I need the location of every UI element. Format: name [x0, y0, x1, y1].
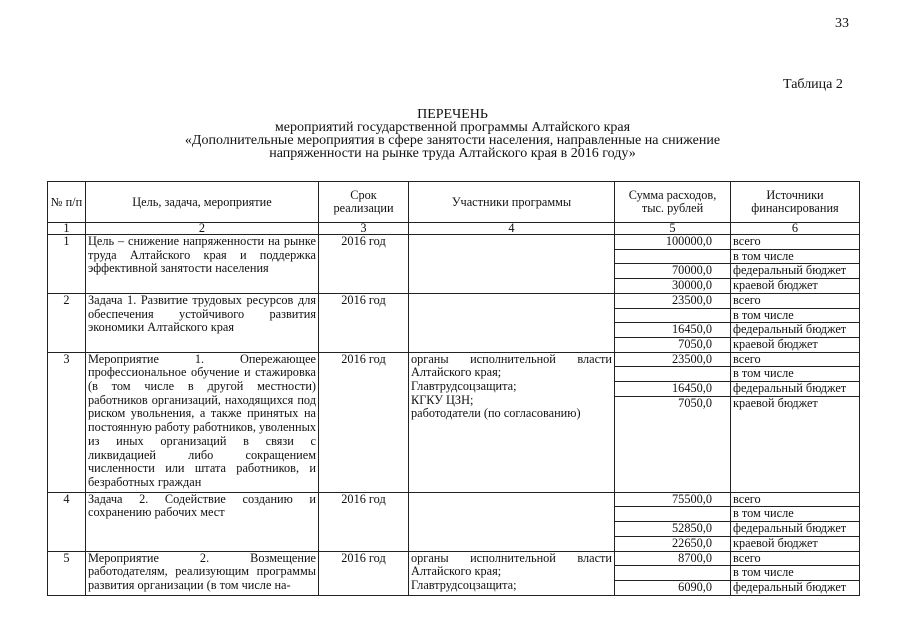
source-regional: краевой бюджет	[731, 396, 860, 492]
page-number: 33	[835, 16, 849, 31]
row-description: Цель – снижение напряженности на рынке труда Алтайского края и поддержка эффективной занятости населения	[86, 235, 319, 294]
table-row	[48, 293, 860, 308]
amount-total: 8700,0	[615, 551, 731, 566]
amount-federal: 70000,0	[615, 264, 731, 279]
amount-blank	[615, 367, 731, 382]
source-total: всего	[731, 352, 860, 367]
col-number: 1	[48, 223, 86, 235]
source-regional: краевой бюджет	[731, 337, 860, 352]
row-participants	[409, 492, 615, 551]
source-federal: федеральный бюджет	[731, 522, 860, 537]
col-header-sources: Источники финансирования	[731, 182, 860, 223]
measures-table	[47, 181, 860, 596]
source-federal: федеральный бюджет	[731, 580, 860, 595]
source-total: всего	[731, 492, 860, 507]
amount-regional: 7050,0	[615, 396, 731, 492]
row-description: Мероприятие 1. Опережающее профессиональное обучение и стажировка (в том числе в другой местности) работников организаций, находящихся под риском увольнения, а также принятых на постоянную работу работников, уволенных из иных организаций в связи с ликвидацией либо сокращением численности или штата работников, и безработных граждан	[86, 352, 319, 492]
col-header-desc: Цель, задача, мероприятие	[86, 182, 319, 223]
col-number: 3	[319, 223, 409, 235]
col-header-participants: Участники программы	[409, 182, 615, 223]
source-federal: федеральный бюджет	[731, 323, 860, 338]
amount-blank	[615, 507, 731, 522]
participant: КГКУ ЦЗН;	[411, 392, 474, 407]
row-number: 2	[48, 293, 86, 352]
row-number: 5	[48, 551, 86, 595]
amount-regional: 30000,0	[615, 279, 731, 294]
table-row	[48, 492, 860, 507]
document-heading	[0, 108, 905, 160]
row-term: 2016 год	[319, 352, 409, 492]
amount-federal: 16450,0	[615, 323, 731, 338]
col-header-amount: Сумма расходов, тыс. рублей	[615, 182, 731, 223]
source-regional: краевой бюджет	[731, 536, 860, 551]
amount-total: 100000,0	[615, 235, 731, 250]
amount-regional: 22650,0	[615, 536, 731, 551]
row-number: 3	[48, 352, 86, 492]
source-federal: федеральный бюджет	[731, 264, 860, 279]
amount-total: 75500,0	[615, 492, 731, 507]
participant: Главтрудсоцзащита;	[411, 577, 517, 592]
amount-regional: 7050,0	[615, 337, 731, 352]
row-term: 2016 год	[319, 235, 409, 294]
heading-line: мероприятий государственной программы Алтайского края	[274, 120, 631, 135]
row-participants	[409, 293, 615, 352]
col-header-term: Срок реализации	[319, 182, 409, 223]
heading-line: напряженности на рынке труда Алтайского края в 2016 году»	[269, 146, 636, 161]
participant: органы исполнительной власти Алтайского края;	[411, 550, 612, 579]
row-term: 2016 год	[319, 551, 409, 595]
table-row	[48, 235, 860, 250]
col-number: 6	[731, 223, 860, 235]
row-term: 2016 год	[319, 492, 409, 551]
source-including: в том числе	[731, 367, 860, 382]
amount-blank	[615, 566, 731, 581]
row-description: Мероприятие 2. Возмещение работодателям, реализующим программы развития организации (в том числе на-	[86, 551, 319, 595]
participant: органы исполнительной власти Алтайского края;	[411, 351, 612, 380]
row-participants	[409, 551, 615, 595]
table-row	[48, 352, 860, 367]
source-including: в том числе	[731, 249, 860, 264]
row-number: 4	[48, 492, 86, 551]
row-description: Задача 2. Содействие созданию и сохранению рабочих мест	[86, 492, 319, 551]
table-label: Таблица 2	[783, 77, 843, 92]
row-participants	[409, 235, 615, 294]
source-federal: федеральный бюджет	[731, 382, 860, 397]
participant: Главтрудсоцзащита;	[411, 379, 517, 394]
source-including: в том числе	[731, 507, 860, 522]
amount-total: 23500,0	[615, 293, 731, 308]
source-regional: краевой бюджет	[731, 279, 860, 294]
source-total: всего	[731, 551, 860, 566]
row-number: 1	[48, 235, 86, 294]
heading-line: ПЕРЕЧЕНЬ	[417, 107, 488, 122]
col-number: 2	[86, 223, 319, 235]
table-row	[48, 551, 860, 566]
source-including: в том числе	[731, 566, 860, 581]
amount-total: 23500,0	[615, 352, 731, 367]
heading-line: «Дополнительные мероприятия в сфере занятости населения, направленные на снижение	[184, 133, 721, 148]
column-number-row	[48, 223, 860, 235]
source-total: всего	[731, 235, 860, 250]
row-participants	[409, 352, 615, 492]
source-including: в том числе	[731, 308, 860, 323]
source-total: всего	[731, 293, 860, 308]
amount-blank	[615, 308, 731, 323]
header-row	[48, 182, 860, 223]
col-header-no: № п/п	[48, 182, 86, 223]
amount-federal: 52850,0	[615, 522, 731, 537]
amount-federal: 6090,0	[615, 580, 731, 595]
amount-federal: 16450,0	[615, 382, 731, 397]
amount-blank	[615, 249, 731, 264]
row-term: 2016 год	[319, 293, 409, 352]
row-description: Задача 1. Развитие трудовых ресурсов для обеспечения устойчивого развития экономики Алтайского края	[86, 293, 319, 352]
col-number: 4	[409, 223, 615, 235]
col-number: 5	[615, 223, 731, 235]
participant: работодатели (по согласованию)	[411, 406, 581, 421]
